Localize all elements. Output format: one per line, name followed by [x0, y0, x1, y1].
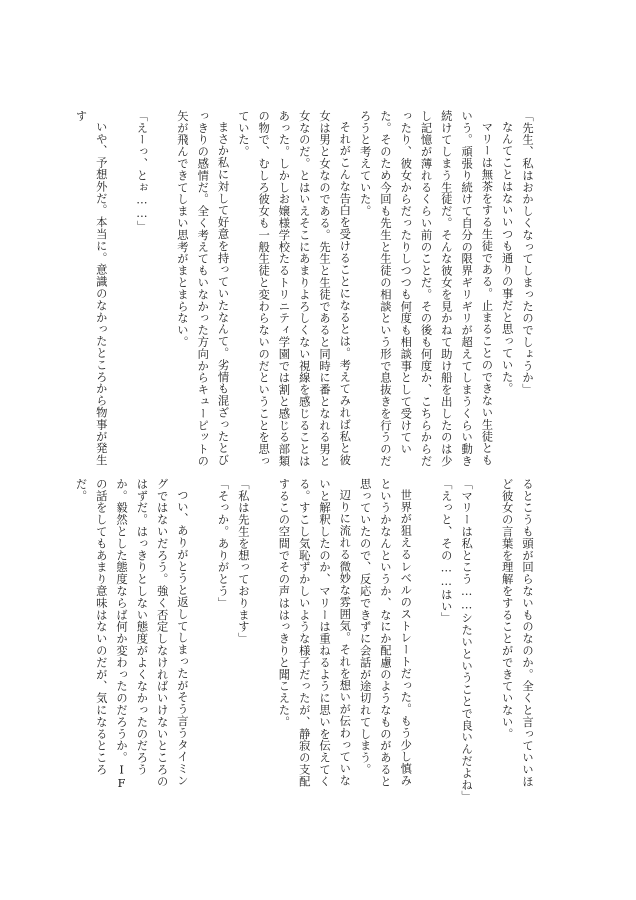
upper-paragraph: マリーは無茶をする生徒である。止まることのできない生徒ともいう。頑張り続けて自分の限界ギリギリが超えてしまうくらい動き続けてしまう生徒だ。そんな彼女を見かねて助け船を出したのは少し記憶が薄れるくらい前のことだ。その後も何度か、こちらからだったり、彼女からだったりしつつも何度も相談事として受けていた。そのため今回も先生と生徒の相談という形で息抜きを行うのだろうと考えていた。 [358, 110, 494, 467]
lower-paragraph: 世界が狙えるレベルのストレートだった。もう少し慎みというかなんというか、なにか配慮のようなものがあると思っていたので、反応できずに会話が途切れてしまう。 [358, 478, 413, 788]
upper-blank-line [111, 110, 131, 470]
lower-paragraph: つい、ありがとうと返してしまったがそう言うタイミングではないだろう。強く否定しなければいけないところのはずだ。はっきりとしない態度がよくなかったのだろうか。毅然とした態度ならば何か変わったのだろうか。IFの話をしてもあまり意味はないのだが、気になるところだ。 [74, 478, 189, 791]
lower-blank-line [192, 478, 212, 798]
lower-paragraph: るとこうも頭が回らないものなのか。全くと言っていいほど彼女の言葉を理解をすることができていない。 [500, 478, 534, 788]
lower-blank-line [415, 478, 435, 798]
lower-paragraph: 辺りに流れる微妙な雰囲気。それを想いが伝わっていないと解釈したのか、マリーは重ねるように思いを伝えてくる。すこし気恥ずかしいような様子だったが、静寂の支配するこの空間でその声ははっきりと聞こえた。 [277, 478, 352, 788]
upper-paragraph: まさか私に対して好意を持っていたなんて。劣情も混ざったとびっきりの感情だ。全く考えてもいなかった方向からキューピットの矢が飛んできてしまい思考がまとまらない。 [175, 110, 230, 467]
lower-paragraph: 「マリーは私とこう……シたいということで良いんだよね」 [460, 478, 474, 803]
lower-blank-line [476, 478, 496, 798]
upper-paragraph: 「えーっ、とぉ……」 [135, 110, 149, 233]
lower-text-column [74, 478, 537, 803]
lower-paragraph: 「私は先生を想っております」 [236, 478, 250, 645]
lower-paragraph: 「そっか。ありがとう」 [216, 478, 230, 609]
upper-blank-line [151, 110, 171, 470]
upper-paragraph: それがこんな告白を受けることになるとは。考えてみれば私と彼女は男と女なのである。先生と生徒であると同時に番となれる男と女なのだ。とはいえそこにあまりよろしくない視線を感じることはあった。しかしお嬢様学校たるトリニティ学園では割と感じる部類の物で、むしろ彼女も一般生徒と変わらないのだということを思っていた。 [236, 110, 352, 467]
lower-blank-line [253, 478, 273, 798]
upper-text-column [74, 110, 537, 470]
upper-paragraph: いや、予想外だ。本当に。意識のなかったところから物事が発生す [74, 110, 108, 467]
lower-paragraph: 「えっと、その……はい」 [439, 478, 453, 625]
upper-paragraph: 「先生、私はおかしくなってしまったのでしょうか」 [521, 110, 534, 396]
upper-paragraph: なんてことはないいつも通りの事だと思っていた。 [500, 121, 514, 395]
